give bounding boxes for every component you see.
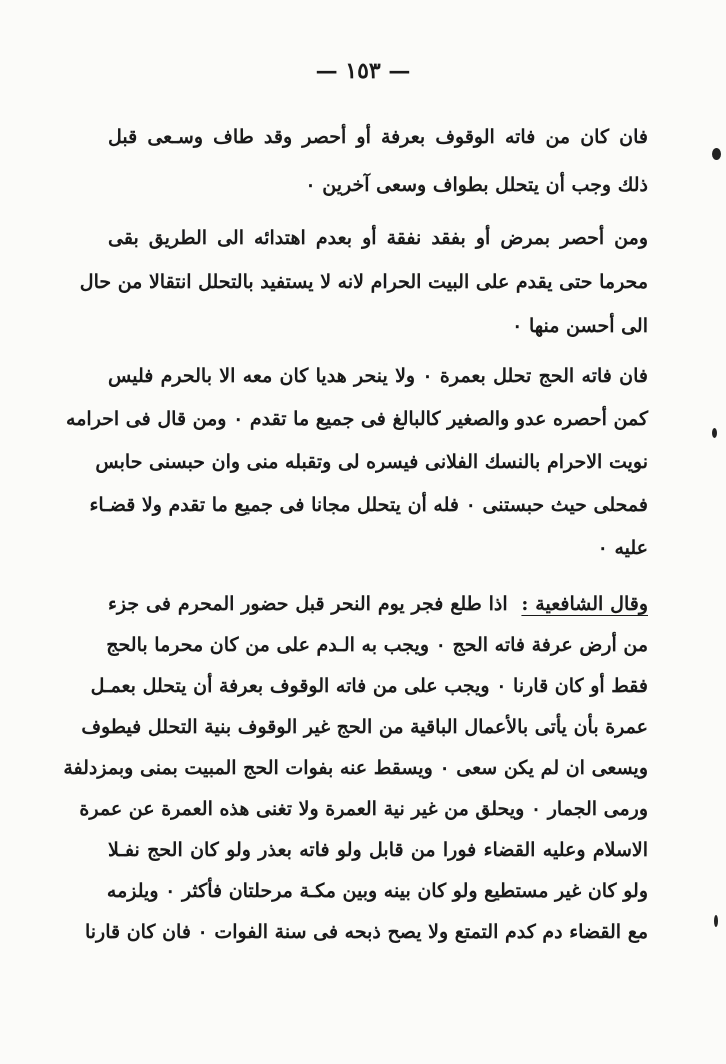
- scan-speck: [714, 915, 718, 927]
- text-line: [108, 584, 648, 625]
- paragraph-3: [66, 355, 648, 570]
- text-line: فمحلى حيث حبستنى ٠ فله أن يتحلل مجانا فى جميع ما تقدم ولا قضـاء: [89, 494, 648, 516]
- text-line: ولو كان غير مستطيع ولو كان بينه وبين مكـة مرحلتان فأكثر ٠ ويلزمه: [106, 880, 648, 902]
- text-line: كمن أحصره عدو والصغير كالبالغ فى جميع ما تقدم ٠ ومن قال فى احرامه: [66, 408, 648, 430]
- text-line: الاسلام وعليه القضاء فورا من قابل ولو فاته بعذر ولو كان الحج نفـلا: [108, 839, 648, 861]
- text-line: ومن أحصر بمرض أو بفقد نفقة أو بعدم اهتدائه الى الطريق بقى: [108, 227, 648, 249]
- text-line: فان كان من فاته الوقوف بعرفة أو أحصر وقد طاف وسـعى قبل: [108, 126, 648, 148]
- paragraph-4: [63, 584, 648, 953]
- scan-speck: [712, 148, 721, 160]
- text-line: محرما حتى يقدم على البيت الحرام لانه لا يستفيد بالتحلل انتقالا من حال: [79, 271, 648, 293]
- heading-line-text: اذا طلع فجر يوم النحر قبل حضور المحرم فى جزء: [108, 593, 508, 615]
- text-line: عمرة بأن يأتى بالأعمال الباقية من الحج غير الوقوف بنية التحلل فيطوف: [81, 716, 648, 738]
- text-line: فقط أو كان قارنا ٠ ويجب على من فاته الوقوف بعرفة أن يتحلل بعمـل: [90, 675, 648, 697]
- paragraph-2: [79, 216, 648, 348]
- text-line: فان فاته الحج تحلل بعمرة ٠ ولا ينحر هديا كان معه الا بالحرم فليس: [108, 365, 648, 387]
- text-line: من أرض عرفة فاته الحج ٠ ويجب به الـدم على من كان محرما بالحج: [106, 634, 648, 656]
- text-line: عليه ٠: [597, 537, 648, 559]
- text-line: نويت الاحرام بالنسك الفلانى فيسره لى وتقبله منى وان حبسنى حابس: [95, 451, 648, 473]
- section-heading: وقال الشافعية :: [521, 593, 648, 615]
- text-line: مع القضاء دم كدم التمتع ولا يصح ذبحه فى سنة الفوات ٠ فان كان قارنا: [84, 921, 648, 943]
- text-line: ورمى الجمار ٠ ويحلق من غير نية العمرة ولا تغنى هذه العمرة عن عمرة: [79, 798, 648, 820]
- paragraph-1: [108, 113, 648, 209]
- page-number: — ١٥٣ —: [315, 58, 411, 84]
- text-line: ويسعى ان لم يكن سعى ٠ ويسقط عنه بفوات الحج المبيت بمنى وبمزدلفة: [63, 757, 648, 779]
- text-line: ذلك وجب أن يتحلل بطواف وسعى آخرين ٠: [305, 174, 648, 196]
- scan-speck: [712, 428, 717, 438]
- text-line: الى أحسن منها ٠: [512, 315, 648, 337]
